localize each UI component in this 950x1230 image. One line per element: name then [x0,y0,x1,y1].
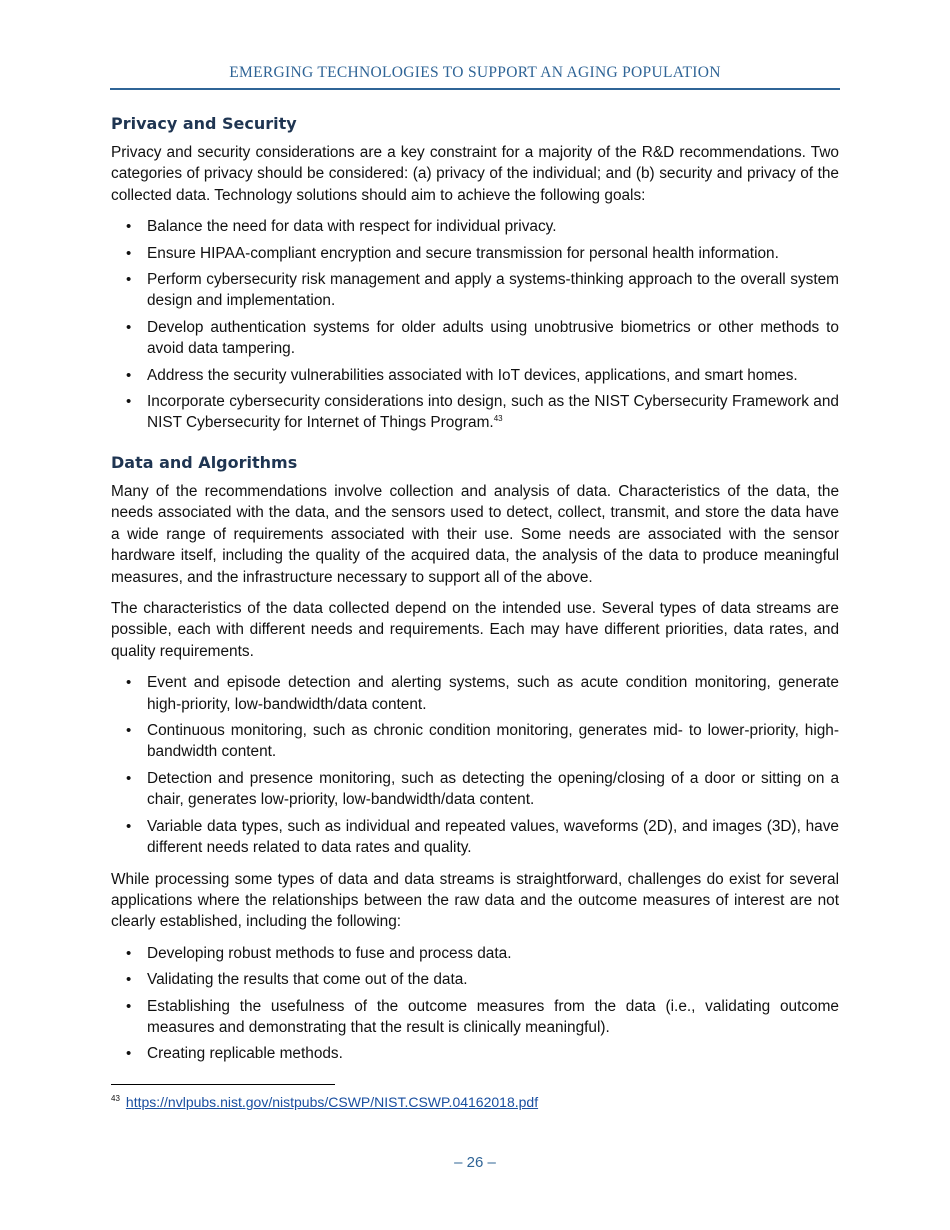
bullet-icon: • [126,318,132,336]
list-item: • Balance the need for data with respect for individual privacy. [111,216,839,237]
bullet-icon: • [126,674,132,692]
list-item: • Variable data types, such as individual and repeated values, waveforms (2D), and images (3D), have different needs related to data rates and quality. [126,817,839,857]
bullet-icon: • [126,971,132,989]
privacy-security-section [111,114,839,444]
footnote-reference[interactable]: 43 [493,414,503,424]
list-item: • Incorporate cybersecurity considerations into design, such as the NIST Cybersecurity Framework and NIST Cybersecurity for Internet of Things Program.$^{43}$ [126,393,839,432]
bullet-icon: • [126,244,132,262]
bullet-icon: • [126,817,132,835]
bullet-icon: • [126,366,132,384]
list-item: • Address the security vulnerabilities associated with IoT devices, applications, and smart homes. [111,365,839,386]
bullet-icon: • [126,271,132,289]
list-item: • Developing robust methods to fuse and process data. [111,943,839,964]
data-paragraph-2: The characteristics of the data collected depend on the intended use. Several types of data streams are possible, each with different needs and requirements. Each may have different priorities, data rates, and quality requirements. [111,600,839,660]
list-item: • Establishing the usefulness of the outcome measures from the data (i.e., validating outcome measures and demonstrating that the result is clinically meaningful). [126,997,839,1036]
data-algorithms-heading: Data and Algorithms [111,453,298,472]
bullet-icon: • [126,1045,132,1063]
bullet-icon: • [126,722,132,740]
footnote [111,1093,538,1111]
list-item: • Event and episode detection and alerting systems, such as acute condition monitoring, generate high-priority, low-bandwidth/data content. [126,674,839,713]
list-item: • Detection and presence monitoring, such as detecting the opening/closing of a door or sitting on a chair, generates low-priority, low-bandwidth/data content. [126,769,839,809]
data-streams-list [111,672,839,858]
privacy-goals-list [111,216,839,434]
privacy-security-heading: Privacy and Security [111,114,297,133]
list-item: • Develop authentication systems for older adults using unobtrusive biometrics or other methods to avoid data tampering. [126,318,839,358]
bullet-icon: • [126,944,132,962]
data-paragraph-1: Many of the recommendations involve collection and analysis of data. Characteristics of the data, the needs associated with the data, and the sensors used to detect, collect, transmit, and store the data have a wide range of requirements associated with their use. Some needs are associated with the sensor hardware itself, including the quality of the acquired data, the analysis of the data to produce meaningful measures, and the infrastructure necessary to support all of the above. [111,483,839,586]
list-item: • Perform cybersecurity risk management and apply a systems-thinking approach to the overall system design and implementation. [126,271,839,310]
data-paragraph-3: While processing some types of data and data streams is straightforward, challenges do exist for several applications where the relationships between the raw data and the outcome measures of interest are not clearly established, including the following: [111,870,839,931]
running-header: EMERGING TECHNOLOGIES TO SUPPORT AN AGING POPULATION [110,64,840,90]
list-item: • Ensure HIPAA-compliant encryption and secure transmission for personal health information. [111,243,839,264]
privacy-intro-paragraph: Privacy and security considerations are a key constraint for a majority of the R&D recommendations. Two categories of privacy should be considered: (a) privacy of the individual; and (b) security and privacy of the collected data. Technology solutions should aim to achieve the following goals: [111,144,839,204]
footnote-divider [111,1084,335,1085]
data-algorithms-section [111,453,839,1075]
list-item: • Validating the results that come out of the data. [111,969,839,990]
bullet-icon: • [126,218,132,236]
bullet-icon: • [126,769,132,787]
bullet-icon: • [126,997,132,1015]
list-item: • Creating replicable methods. [111,1043,839,1064]
footnote-link[interactable]: https://nvlpubs.nist.gov/nistpubs/CSWP/NIST.CSWP.04162018.pdf [125,1094,539,1110]
footnote-number: 43 [111,1094,120,1104]
page-number: – 26 – [454,1154,496,1171]
challenges-list [111,943,839,1065]
list-item: • Continuous monitoring, such as chronic condition monitoring, generates mid- to lower-priority, high-bandwidth content. [126,722,839,761]
bullet-icon: • [126,393,132,411]
